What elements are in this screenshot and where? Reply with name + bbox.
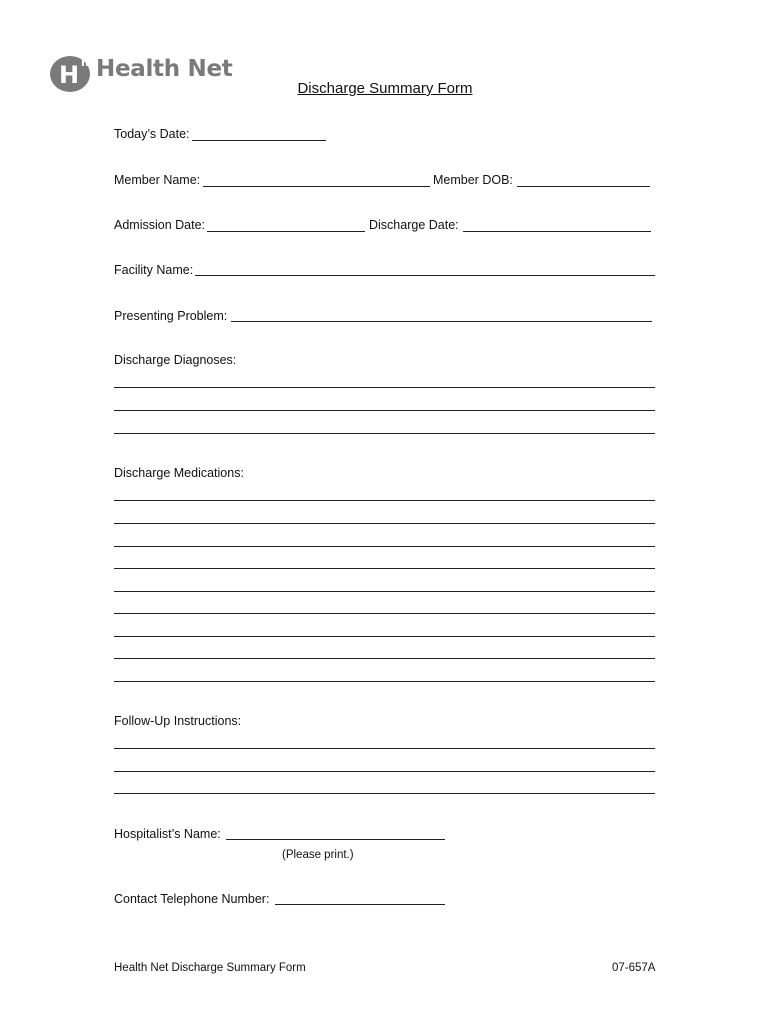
medications-line[interactable] [114, 591, 655, 592]
svg-text:H: H [59, 61, 80, 89]
contact-telephone-label: Contact Telephone Number: [114, 892, 270, 906]
discharge-medications-label: Discharge Medications: [114, 466, 244, 480]
svg-text:n: n [81, 56, 89, 69]
facility-name-label: Facility Name: [114, 263, 194, 277]
follow-up-line[interactable] [114, 793, 655, 794]
discharge-date-field[interactable] [463, 231, 651, 232]
follow-up-instructions-label: Follow-Up Instructions: [114, 714, 242, 728]
medications-line[interactable] [114, 681, 655, 682]
medications-line[interactable] [114, 613, 655, 614]
presenting-problem-field[interactable] [231, 321, 652, 322]
medications-line[interactable] [114, 523, 655, 524]
presenting-problem-label: Presenting Problem: [114, 309, 228, 323]
follow-up-line[interactable] [114, 748, 655, 749]
footer-form-name: Health Net Discharge Summary Form [114, 962, 306, 974]
todays-date-field[interactable] [192, 140, 326, 141]
member-dob-field[interactable] [517, 186, 650, 187]
diagnoses-line[interactable] [114, 433, 655, 434]
diagnoses-line[interactable] [114, 387, 655, 388]
brand-name: Health Net [96, 56, 233, 82]
medications-line[interactable] [114, 658, 655, 659]
member-name-field[interactable] [203, 186, 430, 187]
diagnoses-line[interactable] [114, 410, 655, 411]
facility-name-field[interactable] [195, 275, 655, 276]
medications-line[interactable] [114, 500, 655, 501]
medications-line[interactable] [114, 546, 655, 547]
please-print-note: (Please print.) [282, 849, 354, 861]
contact-telephone-field[interactable] [275, 904, 445, 905]
medications-line[interactable] [114, 636, 655, 637]
follow-up-line[interactable] [114, 771, 655, 772]
form-title: Discharge Summary Form [297, 80, 473, 97]
admission-date-label: Admission Date: [114, 218, 206, 232]
medications-line[interactable] [114, 568, 655, 569]
hospitalist-name-field[interactable] [226, 839, 445, 840]
hospitalist-name-label: Hospitalist’s Name: [114, 827, 221, 841]
admission-date-field[interactable] [207, 231, 365, 232]
todays-date-label: Today’s Date: [114, 127, 190, 141]
footer-form-number: 07-657A [612, 962, 656, 974]
member-name-label: Member Name: [114, 173, 201, 187]
discharge-date-label: Discharge Date: [369, 218, 459, 232]
member-dob-label: Member DOB: [433, 173, 513, 187]
discharge-diagnoses-label: Discharge Diagnoses: [114, 353, 237, 367]
